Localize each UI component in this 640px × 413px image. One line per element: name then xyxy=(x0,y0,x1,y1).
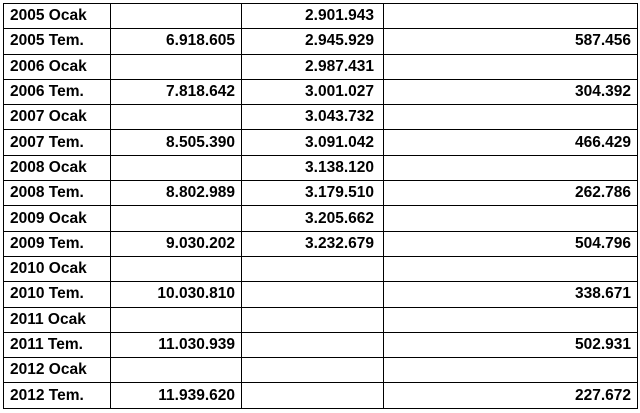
table-row xyxy=(4,181,638,206)
data-table xyxy=(3,3,638,409)
value-cell-col4: 466.429 xyxy=(384,130,638,155)
value-cell-col3: 3.091.042 xyxy=(242,130,384,155)
table-row xyxy=(4,54,638,79)
value-cell-col2: 7.818.642 xyxy=(111,79,242,104)
value-cell-col3 xyxy=(242,383,384,408)
value-cell-col3 xyxy=(242,358,384,383)
value-cell-col4: 504.796 xyxy=(384,231,638,256)
value-cell-col2 xyxy=(111,206,242,231)
value-cell-col3 xyxy=(242,332,384,357)
value-cell-col4: 304.392 xyxy=(384,79,638,104)
period-cell: 2011 Tem. xyxy=(4,332,111,357)
period-cell: 2009 Tem. xyxy=(4,231,111,256)
value-cell-col2 xyxy=(111,54,242,79)
table-row xyxy=(4,358,638,383)
value-cell-col2 xyxy=(111,105,242,130)
value-cell-col4: 502.931 xyxy=(384,332,638,357)
value-cell-col3: 3.232.679 xyxy=(242,231,384,256)
table-row xyxy=(4,155,638,180)
table-body xyxy=(4,4,638,409)
value-cell-col3 xyxy=(242,307,384,332)
value-cell-col3: 3.205.662 xyxy=(242,206,384,231)
value-cell-col4 xyxy=(384,206,638,231)
value-cell-col2: 11.939.620 xyxy=(111,383,242,408)
value-cell-col2 xyxy=(111,155,242,180)
table-row xyxy=(4,130,638,155)
value-cell-col4 xyxy=(384,4,638,29)
table-row xyxy=(4,105,638,130)
table-row xyxy=(4,307,638,332)
value-cell-col2: 11.030.939 xyxy=(111,332,242,357)
table-row xyxy=(4,4,638,29)
table-row xyxy=(4,282,638,307)
value-cell-col2: 6.918.605 xyxy=(111,29,242,54)
period-cell: 2006 Tem. xyxy=(4,79,111,104)
value-cell-col4: 262.786 xyxy=(384,181,638,206)
table-row xyxy=(4,231,638,256)
value-cell-col2: 10.030.810 xyxy=(111,282,242,307)
period-cell: 2008 Tem. xyxy=(4,181,111,206)
value-cell-col2 xyxy=(111,358,242,383)
period-cell: 2012 Ocak xyxy=(4,358,111,383)
value-cell-col3: 3.001.027 xyxy=(242,79,384,104)
period-cell: 2009 Ocak xyxy=(4,206,111,231)
value-cell-col3: 2.987.431 xyxy=(242,54,384,79)
value-cell-col3: 3.043.732 xyxy=(242,105,384,130)
period-cell: 2011 Ocak xyxy=(4,307,111,332)
value-cell-col2: 9.030.202 xyxy=(111,231,242,256)
value-cell-col2: 8.505.390 xyxy=(111,130,242,155)
value-cell-col3: 3.138.120 xyxy=(242,155,384,180)
value-cell-col4 xyxy=(384,105,638,130)
value-cell-col4: 227.672 xyxy=(384,383,638,408)
table-row xyxy=(4,206,638,231)
period-cell: 2007 Ocak xyxy=(4,105,111,130)
value-cell-col3: 2.901.943 xyxy=(242,4,384,29)
value-cell-col4 xyxy=(384,54,638,79)
value-cell-col2 xyxy=(111,4,242,29)
value-cell-col3 xyxy=(242,256,384,281)
period-cell: 2012 Tem. xyxy=(4,383,111,408)
period-cell: 2010 Ocak xyxy=(4,256,111,281)
period-cell: 2005 Tem. xyxy=(4,29,111,54)
value-cell-col4 xyxy=(384,155,638,180)
value-cell-col4 xyxy=(384,358,638,383)
period-cell: 2006 Ocak xyxy=(4,54,111,79)
value-cell-col2: 8.802.989 xyxy=(111,181,242,206)
table-row xyxy=(4,383,638,408)
table-row xyxy=(4,29,638,54)
period-cell: 2005 Ocak xyxy=(4,4,111,29)
value-cell-col4: 338.671 xyxy=(384,282,638,307)
value-cell-col3: 3.179.510 xyxy=(242,181,384,206)
table-row xyxy=(4,79,638,104)
value-cell-col4 xyxy=(384,307,638,332)
table-row xyxy=(4,332,638,357)
value-cell-col2 xyxy=(111,256,242,281)
value-cell-col4: 587.456 xyxy=(384,29,638,54)
period-cell: 2010 Tem. xyxy=(4,282,111,307)
value-cell-col2 xyxy=(111,307,242,332)
period-cell: 2007 Tem. xyxy=(4,130,111,155)
value-cell-col3 xyxy=(242,282,384,307)
table-row xyxy=(4,256,638,281)
value-cell-col4 xyxy=(384,256,638,281)
period-cell: 2008 Ocak xyxy=(4,155,111,180)
value-cell-col3: 2.945.929 xyxy=(242,29,384,54)
